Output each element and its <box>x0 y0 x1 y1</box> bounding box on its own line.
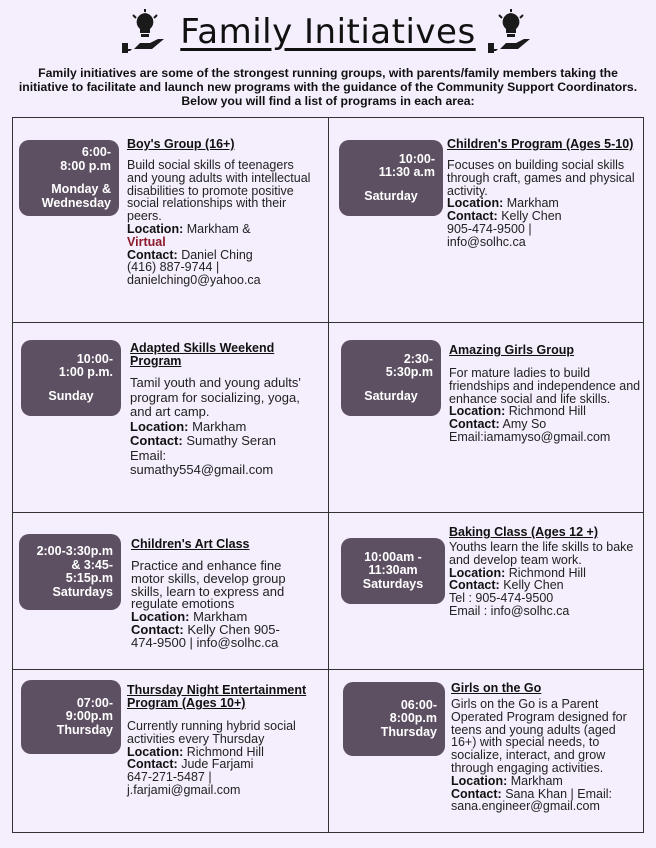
program-title: Thursday Night Entertainment Program (Ages 10+) <box>127 683 307 710</box>
program-description: Currently running hybrid social activities every Thursday <box>127 719 296 746</box>
schedule-badge <box>339 140 443 216</box>
program-time: 6:00- 8:00 p.m <box>60 145 111 173</box>
schedule-badge <box>343 682 445 756</box>
program-email: Email:iamamyso@gmail.com <box>449 429 611 444</box>
program-title: Boy's Group (16+) <box>127 137 235 151</box>
location-label: Location: <box>449 404 506 419</box>
program-description: For mature ladies to build friendships and independence and enhance social and life skills. <box>449 366 641 406</box>
program-title: Adapted Skills Weekend Program <box>130 341 275 368</box>
page-title: Family Initiatives <box>180 12 476 52</box>
program-day: Saturday <box>364 388 418 403</box>
program-day: Thursday <box>380 724 437 739</box>
program-contact: Kelly Chen 905- 474-9500 | info@solhc.ca <box>131 621 280 650</box>
program-time: 07:00- 9:00p.m <box>65 695 113 724</box>
program-location-extra: Virtual <box>127 234 166 249</box>
header <box>0 4 656 60</box>
program-content <box>451 682 643 813</box>
contact-label: Contact: <box>127 757 178 772</box>
contact-label: Contact: <box>449 417 500 432</box>
program-contact: Kelly Chen 905-474-9500 | info@solhc.ca <box>447 209 562 249</box>
program-day: Sunday <box>48 388 94 403</box>
contact-label: Contact: <box>127 247 178 262</box>
divider <box>13 669 643 670</box>
program-title: Baking Class (Ages 12 +) <box>449 525 599 539</box>
program-description: Build social skills of teenagers and young adults with intellectual disabilities to promote positive social relationships with their peers. <box>127 158 311 224</box>
schedule-badge <box>21 340 121 416</box>
divider <box>13 512 643 513</box>
program-contact: Kelly Chen <box>503 578 564 593</box>
contact-label: Contact: <box>131 621 184 637</box>
hand-lightbulb-icon <box>488 9 534 55</box>
program-content <box>447 138 641 249</box>
program-day: Saturday <box>364 188 418 203</box>
program-contact: Sana Khan | Email: sana.engineer@gmail.com <box>451 786 612 814</box>
location-label: Location: <box>131 609 190 625</box>
program-contact: Amy So <box>502 417 547 432</box>
program-title: Amazing Girls Group <box>449 343 575 357</box>
program-contact: Daniel Ching (416) 887-9744 | danielching0@yahoo.ca <box>127 247 261 288</box>
program-content <box>449 526 641 618</box>
schedule-badge <box>341 340 441 416</box>
program-email: Tel : 905-474-9500 Email : info@solhc.ca <box>449 591 570 618</box>
program-day: Saturdays <box>52 584 113 599</box>
program-description: Youths learn the life skills to bake and develop team work. <box>449 540 634 567</box>
program-grid <box>12 117 644 833</box>
program-description: Tamil youth and young adults' program for socializing, yoga, and art camp. <box>130 375 301 419</box>
program-day: Saturdays <box>362 576 424 591</box>
program-description: Girls on the Go is a Parent Operated Program designed for teens and young adults (aged 16+) with special needs, to socialize, interact, and grow through engaging activities. <box>451 697 627 775</box>
program-content <box>130 342 310 478</box>
program-content <box>449 344 641 444</box>
schedule-badge <box>19 534 121 610</box>
program-location: Richmond Hill <box>508 565 586 580</box>
schedule-badge <box>19 140 119 216</box>
divider <box>13 322 643 323</box>
program-email: Email: sumathy554@gmail.com <box>130 447 274 477</box>
program-time: 2:30- 5:30p.m <box>385 351 433 380</box>
program-location: Markham <box>506 196 559 211</box>
program-time: 06:00- 8:00p.m <box>389 697 437 726</box>
location-label: Location: <box>127 221 184 236</box>
schedule-badge <box>21 680 121 754</box>
location-label: Location: <box>449 565 506 580</box>
location-label: Location: <box>130 418 189 434</box>
location-label: Location: <box>451 773 508 788</box>
program-location: Richmond Hill <box>186 744 264 759</box>
location-label: Location: <box>127 744 184 759</box>
program-title: Girls on the Go <box>451 681 542 695</box>
contact-label: Contact: <box>451 786 502 801</box>
divider <box>328 118 329 832</box>
program-title: Children's Program (Ages 5-10) <box>447 137 634 151</box>
program-content <box>127 684 321 797</box>
program-location: Markham <box>193 609 248 625</box>
program-contact: Sumathy Seran <box>186 433 276 448</box>
program-day: Monday & Wednesday <box>41 182 111 210</box>
program-time: 10:00- 11:30 a.m <box>378 151 435 180</box>
program-contact: Jude Farjami 647-271-5487 | j.farjami@gmail.com <box>127 757 254 797</box>
program-location: Richmond Hill <box>508 404 586 419</box>
schedule-badge <box>341 538 445 604</box>
program-content <box>131 538 317 650</box>
program-location: Markham <box>192 418 247 434</box>
program-location: Markham & <box>186 221 251 236</box>
program-description: Practice and enhance fine motor skills, develop group skills, learn to express and regulate emotions <box>131 558 286 612</box>
program-description: Focuses on building social skills through craft, games and physical activity. <box>447 158 635 198</box>
contact-label: Contact: <box>447 209 498 224</box>
contact-label: Contact: <box>449 578 500 593</box>
program-time: 2:00-3:30p.m & 3:45- 5:15p.m <box>36 544 113 585</box>
location-label: Location: <box>447 196 504 211</box>
program-location: Markham <box>510 773 563 788</box>
hand-lightbulb-icon <box>122 9 168 55</box>
program-time: 10:00am - 11:30am <box>364 549 422 578</box>
program-title: Children's Art Class <box>131 537 250 551</box>
contact-label: Contact: <box>130 433 183 448</box>
program-content <box>127 138 317 287</box>
program-time: 10:00- 1:00 p.m. <box>58 351 113 380</box>
intro-text: Family initiatives are some of the strongest running groups, with parents/family members taking the initiative to facilitate and launch new programs with the guidance of the Community Support Coordinators. Below you will find a list of programs in each area: <box>18 66 638 108</box>
program-day: Thursday <box>56 722 113 737</box>
